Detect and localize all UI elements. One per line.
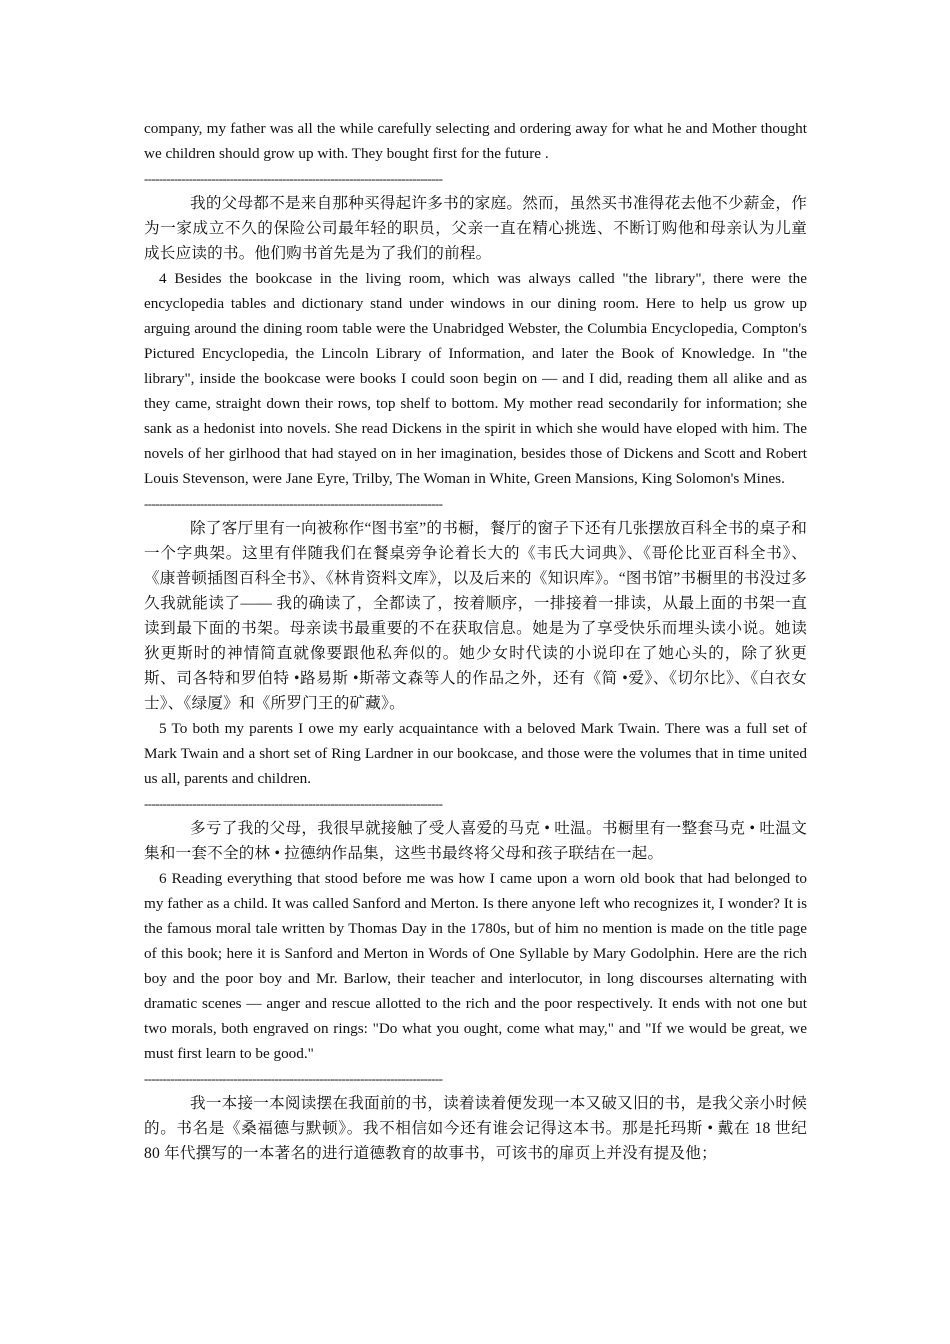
separator-line: --------------------------------------------------------------------------------	[144, 171, 443, 186]
chinese-translation-paragraph-6: 我一本接一本阅读摆在我面前的书，读着读着便发现一本又破又旧的书，是我父亲小时候的。书名是《桑福德与默顿》。我不相信如今还有谁会记得这本书。那是托玛斯 • 戴在 18 世纪 80 年代撰写的一本著名的进行道德教育的故事书，可该书的扉页上并没有提及他；	[144, 1095, 807, 1162]
chinese-translation-paragraph: 我的父母都不是来自那种买得起许多书的家庭。然而，虽然买书准得花去他不少薪金，作为一家成立不久的保险公司最年轻的职员，父亲一直在精心挑选、不断订购他和母亲认为儿童成长应读的书。他们购书首先是为了我们的前程。	[144, 195, 807, 262]
separator-line: --------------------------------------------------------------------------------	[144, 1071, 443, 1086]
english-paragraph-continued: company, my father was all the while carefully selecting and ordering away for what he and Mother thought we children should grow up with. They bought first for the future .	[144, 120, 807, 162]
separator-line: --------------------------------------------------------------------------------	[144, 796, 443, 811]
separator-line: --------------------------------------------------------------------------------	[144, 496, 443, 511]
english-paragraph-6: 6 Reading everything that stood before me was how I came upon a worn old book that had belonged to my father as a child. It was called Sanford and Merton. Is there anyone left who recognizes it, I wonder? It is the famous moral tale written by Thomas Day in the 1780s, but of him no mention is made on the title page of this book; here it is Sanford and Merton in Words of One Syllable by Mary Godolphin. Here are the rich boy and the poor boy and Mr. Barlow, their teacher and interlocutor, in long discourses alternating with dramatic scenes — anger and rescue allotted to the rich and the poor respectively. It ends with not one but two morals, both engraved on rings: "Do what you ought, come what may," and "If we would be great, we must first learn to be good."	[144, 870, 807, 1062]
document-page	[144, 116, 807, 1166]
chinese-translation-paragraph-5: 多亏了我的父母，我很早就接触了受人喜爱的马克 • 吐温。书橱里有一整套马克 • 吐温文集和一套不全的林 • 拉德纳作品集，这些书最终将父母和孩子联结在一起。	[144, 820, 807, 862]
english-paragraph-5: 5 To both my parents I owe my early acquaintance with a beloved Mark Twain. There was a full set of Mark Twain and a short set of Ring Lardner in our bookcase, and those were the volumes that in time united us all, parents and children.	[144, 720, 807, 787]
english-paragraph-4: 4 Besides the bookcase in the living room, which was always called "the library", there were the encyclopedia tables and dictionary stand under windows in our dining room. Here to help us grow up arguing around the dining room table were the Unabridged Webster, the Columbia Encyclopedia, Compton's Pictured Encyclopedia, the Lincoln Library of Information, and later the Book of Knowledge. In "the library", inside the bookcase were books I could soon begin on — and I did, reading them all alike and as they came, straight down their rows, top shelf to bottom. My mother read secondarily for information; she sank as a hedonist into novels. She read Dickens in the spirit in which she would have eloped with him. The novels of her girlhood that had stayed on in her imagination, besides those of Dickens and Scott and Robert Louis Stevenson, were Jane Eyre, Trilby, The Woman in White, Green Mansions, King Solomon's Mines.	[144, 270, 807, 487]
chinese-translation-paragraph-4: 除了客厅里有一向被称作“图书室”的书橱，餐厅的窗子下还有几张摆放百科全书的桌子和一个字典架。这里有伴随我们在餐桌旁争论着长大的《韦氏大词典》、《哥伦比亚百科全书》、《康普顿插图百科全书》、《林肯资料文库》，以及后来的《知识库》。“图书馆”书橱里的书没过多久我就能读了—— 我的确读了，全都读了，按着顺序，一排接着一排读，从最上面的书架一直读到最下面的书架。母亲读书最重要的不在获取信息。她是为了享受快乐而埋头读小说。她读狄更斯时的神情简直就像要跟他私奔似的。她少女时代读的小说印在了她心头的，除了狄更斯、司各特和罗伯特 •路易斯 •斯蒂文森等人的作品之外，还有《简 •爱》、《切尔比》、《白衣女士》、《绿厦》和《所罗门王的矿藏》。	[144, 520, 807, 712]
